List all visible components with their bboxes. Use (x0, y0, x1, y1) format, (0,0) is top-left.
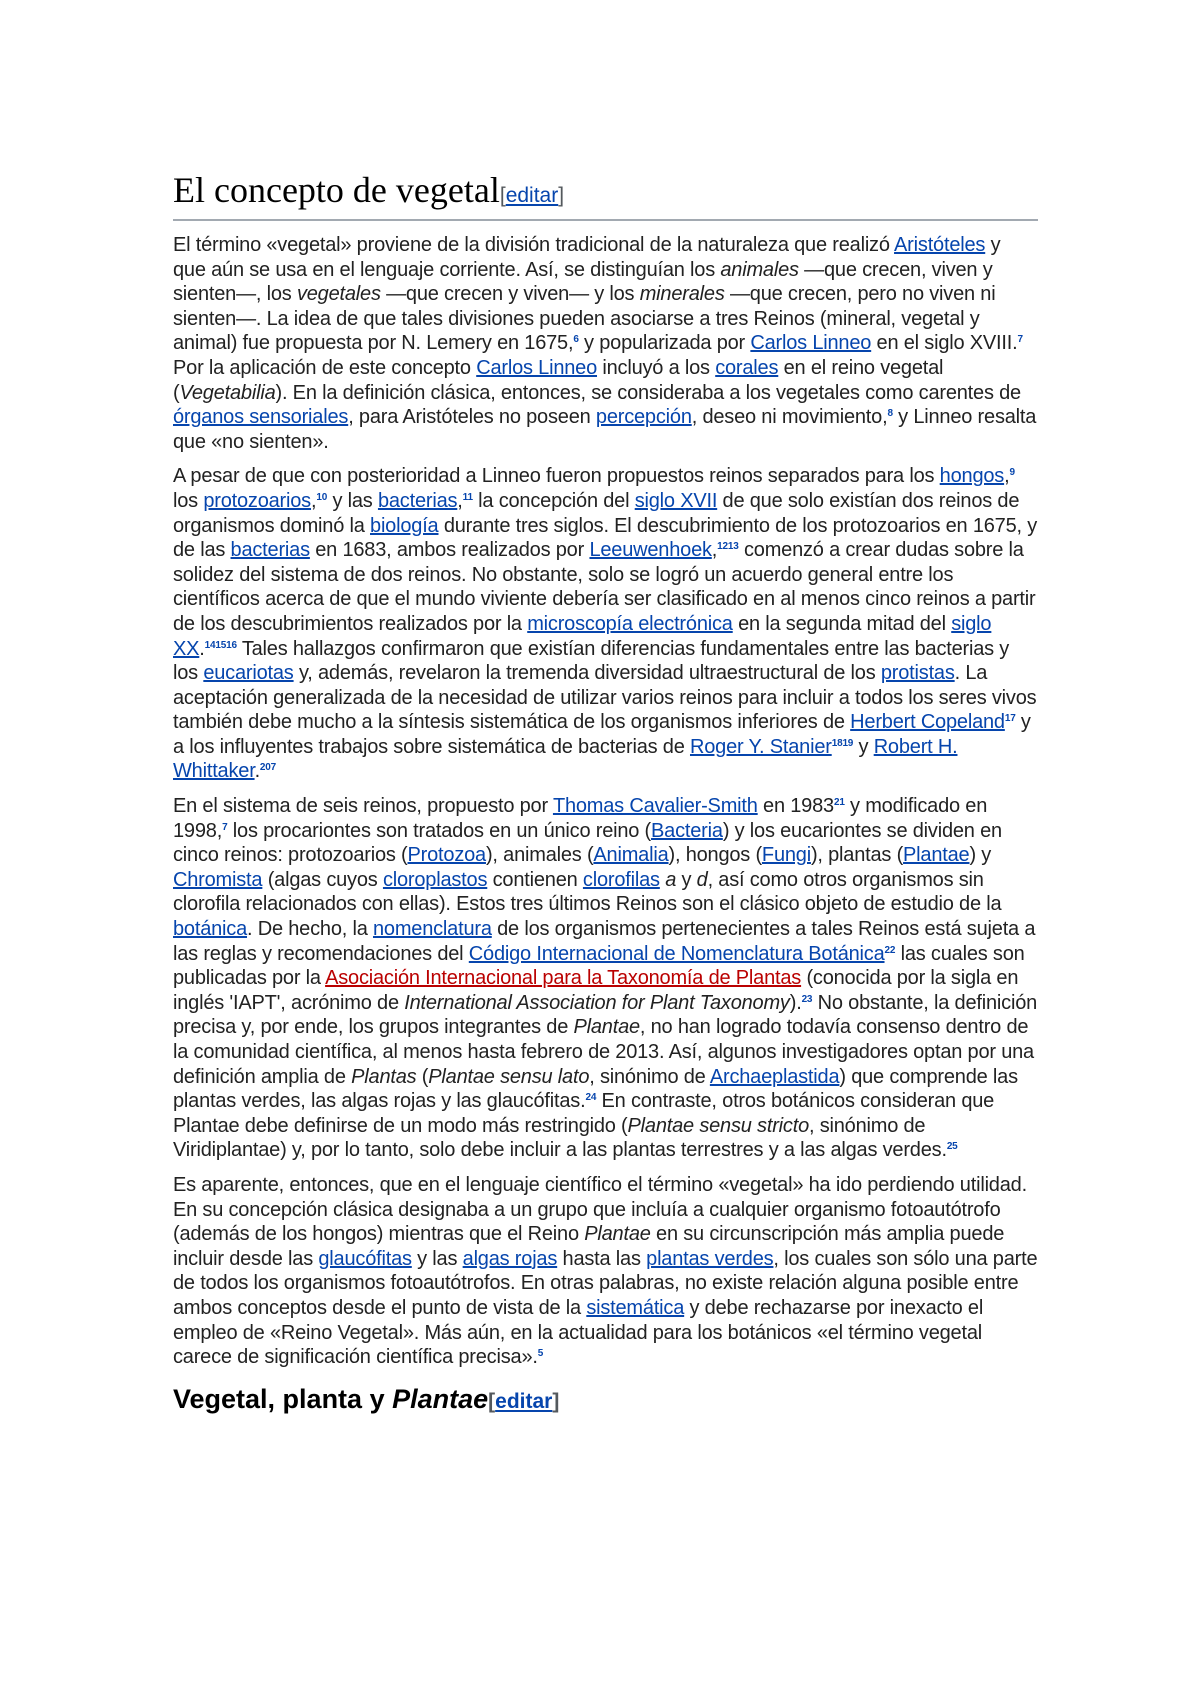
reference[interactable]: 1819 (831, 737, 854, 749)
paragraph-2: A pesar de que con posterioridad a Linneo fueron propuestos reinos separados para los hongos,$^9$ los protozoarios,$^{10}$ y las bacterias,$^{11}$ la concepción del siglo XVII de que solo existían dos reinos de organismos dominó la biología durante tres siglos. El descubrimiento de los protozoarios en 1675, y de las bacterias en 1683, ambos realizados por Leeuwenhoek,$^{1213}$ comenzó a crear dudas sobre la solidez del sistema de dos reinos. No obstante, solo se logró un acuerdo general entre los científicos acerca de que el mundo viviente debería ser clasificado en al menos cinco reinos a partir de los descubrimientos realizados por la microscopía electrónica en la segunda mitad del siglo XX.$^{141516}$ Tales hallazgos confirmaron que existían diferencias fundamentales entre las bacterias y los eucariotas y, además, revelaron la tremenda diversidad ultraestructural de los protistas. La aceptación generalizada de la necesidad de utilizar varios reinos para incluir a todos los seres vivos también debe mucho a la síntesis sistemática de los organismos inferiores de Herbert Copeland$^{17}$ y a los influyentes trabajos sobre sistemática de bacterias de Roger Y. Stanier$^{1819}$ y Robert H. Whittaker.$^{207}$ (173, 465, 1038, 783)
link-nomenclatura[interactable]: nomenclatura (372, 918, 492, 941)
link-algas-rojas[interactable]: algas rojas (462, 1247, 558, 1270)
reference[interactable]: 24 (585, 1092, 597, 1104)
link-fungi[interactable]: Fungi (761, 844, 811, 867)
link-bacterias[interactable]: bacterias (377, 489, 458, 512)
edit-link[interactable]: editar (505, 184, 559, 207)
link-animalia[interactable]: Animalia (593, 844, 669, 867)
link-hongos[interactable]: hongos (939, 465, 1005, 488)
link-protozoarios[interactable]: protozoarios (203, 489, 311, 512)
link-aristoteles[interactable]: Aristóteles (894, 234, 986, 256)
link-iapt-redlink[interactable]: Asociación Internacional para la Taxonomía de Plantas (325, 967, 802, 990)
link-plantas-verdes[interactable]: plantas verdes (646, 1247, 774, 1270)
link-microscopia-electronica[interactable]: microscopía electrónica (527, 612, 733, 635)
link-organos-sensoriales[interactable]: órganos sensoriales (173, 406, 349, 429)
paragraph-4: Es aparente, entonces, que en el lenguaje científico el término «vegetal» ha ido perdiendo utilidad. En su concepción clásica designaba a un grupo que incluía a cualquier organismo fotoautótrofo (además de los hongos) mientras que el Reino Plantae en su circunscripción más amplia puede incluir desde las glaucófitas y las algas rojas hasta las plantas verdes, los cuales son sólo una parte de todos los organismos fotoautótrofos. En otras palabras, no existe relación alguna posible entre ambos conceptos desde el punto de vista de la sistemática y debe rechazarse por inexacto el empleo de «Reino Vegetal». Más aún, en la actualidad para los botánicos «el término vegetal carece de significación científica precisa».$^5$ (173, 1173, 1038, 1369)
reference[interactable]: 17 (1004, 713, 1016, 725)
link-glaucofitas[interactable]: glaucófitas (318, 1247, 412, 1270)
link-cavalier-smith[interactable]: Thomas Cavalier-Smith (552, 795, 758, 818)
link-cloroplastos[interactable]: cloroplastos (382, 868, 488, 891)
link-siglo-xvii[interactable]: siglo XVII (634, 489, 718, 512)
reference[interactable]: 207 (259, 762, 277, 774)
reference[interactable]: 7 (222, 821, 228, 833)
link-percepcion[interactable]: percepción (595, 406, 692, 429)
link-archaeplastida[interactable]: Archaeplastida (709, 1065, 840, 1088)
reference[interactable]: 21 (833, 797, 845, 809)
link-protistas[interactable]: protistas (880, 662, 955, 685)
link-carlos-linneo[interactable]: Carlos Linneo (750, 332, 872, 355)
link-codigo-nomenclatura[interactable]: Código Internacional de Nomenclatura Botánica (468, 942, 885, 965)
reference[interactable]: 6 (573, 334, 579, 346)
paragraph-3: En el sistema de seis reinos, propuesto por Thomas Cavalier-Smith en 1983$^{21}$ y modificado en 1998,$^7$ los procariontes son tratados en un único reino (Bacteria) y los eucariontes se dividen en cinco reinos: protozoarios (Protozoa), animales (Animalia), hongos (Fungi), plantas (Plantae) y Chromista (algas cuyos cloroplastos contienen clorofilas a y d, así como otros organismos sin clorofila relacionados con ellas). Estos tres últimos Reinos son el clásico objeto de estudio de la botánica. De hecho, la nomenclatura de los organismos pertenecientes a tales Reinos está sujeta a las reglas y recomendaciones del Código Internacional de Nomenclatura Botánica$^{22}$ las cuales son publicadas por la Asociación Internacional para la Taxonomía de Plantas (conocida por la sigla en inglés 'IAPT', acrónimo de International Association for Plant Taxonomy).$^{23}$ No obstante, la definición precisa y, por ende, los grupos integrantes de Plantae, no han logrado todavía consenso dentro de la comunidad científica, al menos hasta febrero de 2013. Así, algunos investigadores optan por una definición amplia de Plantas (Plantae sensu lato, sinónimo de Archaeplastida) que comprende las plantas verdes, las algas rojas y las glaucófitas.$^{24}$ En contraste, otros botánicos consideran que Plantae debe definirse de un modo más restringido (Plantae sensu stricto, sinónimo de Viridiplantae) y, por lo tanto, solo debe incluir a las plantas terrestres y a las algas verdes.$^{25}$ (173, 795, 1038, 1162)
section-heading-concepto (173, 168, 1038, 221)
edit-section-link: [editar] (488, 1389, 560, 1413)
reference[interactable]: 9 (1009, 467, 1015, 479)
link-chromista[interactable]: Chromista (173, 868, 263, 891)
article-content (173, 168, 1038, 1419)
reference[interactable]: 8 (887, 408, 893, 420)
reference[interactable]: 25 (946, 1141, 958, 1153)
link-corales[interactable]: corales (715, 356, 779, 379)
reference[interactable]: 11 (462, 491, 473, 503)
link-bacteria[interactable]: Bacteria (651, 819, 723, 842)
reference[interactable]: 1213 (717, 541, 739, 553)
link-protozoa[interactable]: Protozoa (407, 844, 486, 867)
link-sistematica[interactable]: sistemática (586, 1296, 685, 1319)
reference[interactable]: 23 (801, 993, 813, 1005)
link-siglo-xx[interactable]: siglo XX (173, 612, 992, 660)
link-clorofilas[interactable]: clorofilas (582, 868, 660, 891)
link-robert-whittaker[interactable]: Robert H. Whittaker (173, 735, 958, 783)
link-plantae[interactable]: Plantae (903, 844, 970, 867)
reference[interactable]: 7 (1017, 334, 1023, 346)
reference[interactable]: 22 (884, 944, 896, 956)
edit-link[interactable]: editar (495, 1389, 553, 1413)
link-leeuwenhoek[interactable]: Leeuwenhoek (589, 539, 712, 562)
link-biologia[interactable]: biología (370, 514, 439, 537)
section-heading-vegetal-planta: Vegetal, planta y Plantae[editar] (173, 1383, 560, 1414)
edit-section-link: [editar] (499, 184, 565, 207)
link-botanica[interactable]: botánica (173, 918, 248, 941)
section-title: El concepto de vegetal (173, 170, 500, 210)
link-carlos-linneo[interactable]: Carlos Linneo (476, 356, 598, 379)
link-herbert-copeland[interactable]: Herbert Copeland (850, 711, 1005, 734)
reference[interactable]: 5 (537, 1348, 544, 1360)
reference[interactable]: 10 (316, 491, 328, 503)
link-bacterias[interactable]: bacterias (230, 539, 310, 562)
link-eucariotas[interactable]: eucariotas (203, 662, 294, 685)
paragraph-1: El término «vegetal» proviene de la división tradicional de la naturaleza que realizó Aristóteles y que aún se usa en el lenguaje corriente. Así, se distinguían los animales —que crecen, viven y sienten—, los vegetales —que crecen y viven— y los minerales —que crecen, pero no viven ni sienten—. La idea de que tales divisiones pueden asociarse a tres Reinos (mineral, vegetal y animal) fue propuesta por N. Lemery en 1675,$^6$ y popularizada por Carlos Linneo en el siglo XVIII.$^7$ Por la aplicación de este concepto Carlos Linneo incluyó a los corales en el reino vegetal (Vegetabilia). En la definición clásica, entonces, se consideraba a los vegetales como carentes de órganos sensoriales, para Aristóteles no poseen percepción, deseo ni movimiento,$^8$ y Linneo resalta que «no sienten». (173, 234, 1037, 453)
reference[interactable]: 141516 (204, 639, 237, 651)
link-roger-stanier[interactable]: Roger Y. Stanier (689, 735, 832, 758)
